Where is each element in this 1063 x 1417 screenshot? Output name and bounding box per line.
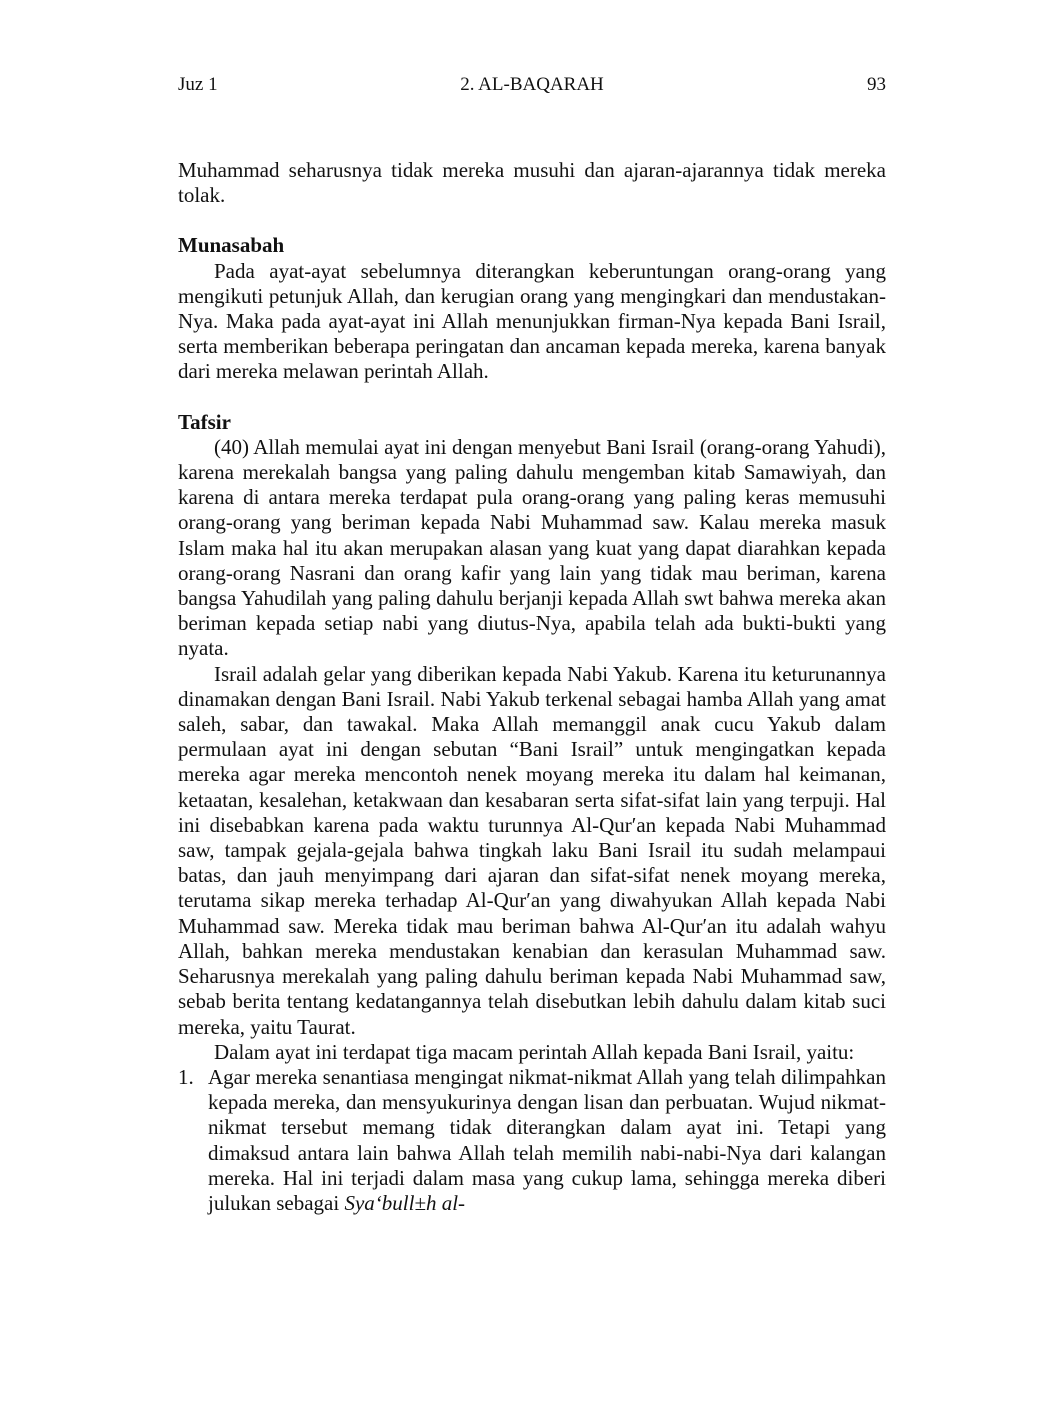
page-body (178, 158, 886, 1216)
command-list (178, 1065, 886, 1216)
header-surah-title: 2. AL-BAQARAH (460, 74, 604, 95)
list-item-number: 1. (178, 1064, 194, 1089)
intro-paragraph: Muhammad seharusnya tidak mereka musuhi dan ajaran-ajarannya tidak mereka tolak. (178, 158, 886, 208)
page-header (178, 72, 886, 98)
tafsir-paragraph-3: Dalam ayat ini terdapat tiga macam perintah Allah kepada Bani Israil, yaitu: (214, 1039, 855, 1064)
header-juz: Juz 1 (178, 74, 218, 95)
list-item-text: Agar mereka senantiasa mengingat nikmat-nikmat Allah yang telah dilimpahkan kepada mereka, dan mensyukurinya dengan lisan dan perbuatan. Wujud nikmat-nikmat tersebut memang tidak diterangkan dalam ayat ini. Tetapi yang dimaksud antara lain bahwa Allah telah memilih nabi-nabi-Nya dari kalangan mereka. Hal ini terjadi dalam masa yang cukup lama, sehingga mereka diberi julukan sebagai (208, 1064, 886, 1215)
list-item-italic-term: Sya‘bull±h al- (344, 1190, 466, 1215)
tafsir-paragraph-1: (40) Allah memulai ayat ini dengan menyebut Bani Israil (orang-orang Yahudi), karena merekalah bangsa yang paling dahulu mengemban kitab Samawiyah, dan karena di antara mereka terdapat pula orang-orang yang paling keras memusuhi orang-orang yang beriman kepada Nabi Muhammad saw. Kalau mereka masuk Islam maka hal itu akan merupakan alasan yang kuat yang dapat diarahkan kepada orang-orang Nasrani dan orang kafir yang lain yang tidak mau beriman, karena bangsa Yahudilah yang paling dahulu berjanji kepada Allah swt bahwa mereka akan beriman kepada setiap nabi yang diutus-Nya, apabila telah ada bukti-bukti yang nyata. (178, 434, 886, 661)
list-item (178, 1065, 886, 1216)
munasabah-paragraph: Pada ayat-ayat sebelumnya diterangkan keberuntungan orang-orang yang mengikuti petunjuk Allah, dan kerugian orang yang mengingkari dan mendustakan-Nya. Maka pada ayat-ayat ini Allah menunjukkan firman-Nya kepada Bani Israil, serta memberikan beberapa peringatan dan ancaman kepada mereka, karena banyak dari mereka melawan perintah Allah. (178, 258, 886, 384)
header-page-number: 93 (867, 74, 886, 95)
tafsir-paragraph-2: Israil adalah gelar yang diberikan kepada Nabi Yakub. Karena itu keturunannya dinamakan dengan Bani Israil. Nabi Yakub terkenal sebagai hamba Allah yang amat saleh, sabar, dan tawakal. Maka Allah memanggil anak cucu Yakub dalam permulaan ayat ini dengan sebutan “Bani Israil” untuk mengingatkan kepada mereka agar mereka mencontoh nenek moyang mereka itu dalam hal keimanan, ketaatan, kesalehan, ketakwaan dan kesabaran serta sifat-sifat lain yang terpuji. Hal ini disebabkan karena pada waktu turunnya Al-Qur′an kepada Nabi Muhammad saw, tampak gejala-gejala bahwa tingkah laku Bani Israil itu sudah melampaui batas, dan jauh menyimpang dari ajaran dan sifat-sifat nenek moyang mereka, terutama sikap mereka terhadap Al-Qur′an yang diwahyukan Allah kepada Nabi Muhammad saw. Mereka tidak mau beriman bahwa Al-Qur′an itu adalah wahyu Allah, bahkan mereka mendustakan kenabian dan kerasulan Muhammad saw. Seharusnya merekalah yang paling dahulu beriman kepada Nabi Muhammad saw, sebab berita tentang kedatangannya telah disebutkan lebih dahulu dalam kitab suci mereka, yaitu Taurat. (178, 661, 886, 1039)
munasabah-heading: Munasabah (178, 233, 285, 258)
tafsir-heading: Tafsir (178, 409, 231, 434)
